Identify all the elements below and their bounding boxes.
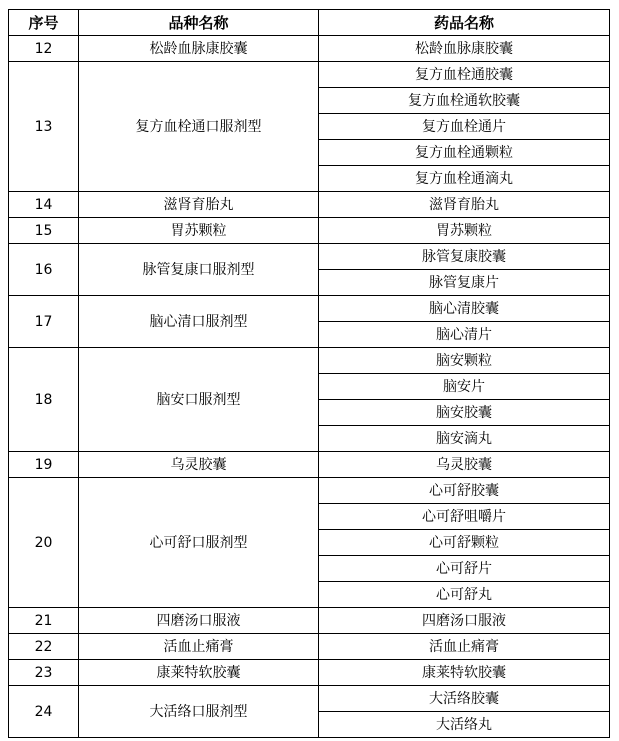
header-number: 序号 bbox=[9, 10, 79, 36]
drug-name-cell: 心可舒颗粒 bbox=[319, 530, 610, 556]
drug-variety-table bbox=[8, 9, 610, 738]
row-number-cell: 16 bbox=[9, 244, 79, 296]
drug-name-cell: 滋肾育胎丸 bbox=[319, 192, 610, 218]
variety-name-cell: 脉管复康口服剂型 bbox=[79, 244, 319, 296]
variety-name-cell: 活血止痛膏 bbox=[79, 634, 319, 660]
drug-name-cell: 心可舒咀嚼片 bbox=[319, 504, 610, 530]
header-row bbox=[9, 10, 610, 36]
drug-name-cell: 脑安胶囊 bbox=[319, 400, 610, 426]
variety-name-cell: 四磨汤口服液 bbox=[79, 608, 319, 634]
drug-name-cell: 康莱特软胶囊 bbox=[319, 660, 610, 686]
variety-name-cell: 康莱特软胶囊 bbox=[79, 660, 319, 686]
table-row bbox=[9, 452, 610, 478]
drug-name-cell: 脑安颗粒 bbox=[319, 348, 610, 374]
row-number-cell: 13 bbox=[9, 62, 79, 192]
table-row bbox=[9, 660, 610, 686]
drug-name-cell: 复方血栓通滴丸 bbox=[319, 166, 610, 192]
row-number-cell: 21 bbox=[9, 608, 79, 634]
header-drug-name: 药品名称 bbox=[319, 10, 610, 36]
row-number-cell: 24 bbox=[9, 686, 79, 738]
table-row bbox=[9, 686, 610, 712]
drug-name-cell: 复方血栓通颗粒 bbox=[319, 140, 610, 166]
drug-name-cell: 脑心清胶囊 bbox=[319, 296, 610, 322]
table-row bbox=[9, 608, 610, 634]
drug-name-cell: 脉管复康胶囊 bbox=[319, 244, 610, 270]
drug-name-cell: 复方血栓通软胶囊 bbox=[319, 88, 610, 114]
drug-name-cell: 脉管复康片 bbox=[319, 270, 610, 296]
drug-name-cell: 心可舒片 bbox=[319, 556, 610, 582]
row-number-cell: 14 bbox=[9, 192, 79, 218]
table-row bbox=[9, 192, 610, 218]
drug-name-cell: 脑心清片 bbox=[319, 322, 610, 348]
table-body bbox=[9, 36, 610, 738]
row-number-cell: 12 bbox=[9, 36, 79, 62]
row-number-cell: 18 bbox=[9, 348, 79, 452]
table-row bbox=[9, 244, 610, 270]
table-wrapper bbox=[8, 9, 610, 738]
table-row bbox=[9, 62, 610, 88]
drug-name-cell: 松龄血脉康胶囊 bbox=[319, 36, 610, 62]
row-number-cell: 19 bbox=[9, 452, 79, 478]
variety-name-cell: 大活络口服剂型 bbox=[79, 686, 319, 738]
drug-name-cell: 大活络丸 bbox=[319, 712, 610, 738]
drug-name-cell: 活血止痛膏 bbox=[319, 634, 610, 660]
variety-name-cell: 复方血栓通口服剂型 bbox=[79, 62, 319, 192]
table-row bbox=[9, 218, 610, 244]
table-row bbox=[9, 296, 610, 322]
table-row bbox=[9, 478, 610, 504]
row-number-cell: 17 bbox=[9, 296, 79, 348]
header-variety-name: 品种名称 bbox=[79, 10, 319, 36]
variety-name-cell: 松龄血脉康胶囊 bbox=[79, 36, 319, 62]
drug-name-cell: 心可舒胶囊 bbox=[319, 478, 610, 504]
table-header bbox=[9, 10, 610, 36]
row-number-cell: 23 bbox=[9, 660, 79, 686]
drug-name-cell: 胃苏颗粒 bbox=[319, 218, 610, 244]
variety-name-cell: 胃苏颗粒 bbox=[79, 218, 319, 244]
row-number-cell: 22 bbox=[9, 634, 79, 660]
table-row bbox=[9, 348, 610, 374]
drug-name-cell: 脑安片 bbox=[319, 374, 610, 400]
drug-name-cell: 大活络胶囊 bbox=[319, 686, 610, 712]
table-row bbox=[9, 634, 610, 660]
drug-name-cell: 心可舒丸 bbox=[319, 582, 610, 608]
drug-name-cell: 乌灵胶囊 bbox=[319, 452, 610, 478]
drug-name-cell: 脑安滴丸 bbox=[319, 426, 610, 452]
table-row bbox=[9, 36, 610, 62]
variety-name-cell: 脑安口服剂型 bbox=[79, 348, 319, 452]
row-number-cell: 20 bbox=[9, 478, 79, 608]
variety-name-cell: 滋肾育胎丸 bbox=[79, 192, 319, 218]
row-number-cell: 15 bbox=[9, 218, 79, 244]
drug-name-cell: 复方血栓通胶囊 bbox=[319, 62, 610, 88]
variety-name-cell: 乌灵胶囊 bbox=[79, 452, 319, 478]
drug-name-cell: 复方血栓通片 bbox=[319, 114, 610, 140]
variety-name-cell: 心可舒口服剂型 bbox=[79, 478, 319, 608]
variety-name-cell: 脑心清口服剂型 bbox=[79, 296, 319, 348]
drug-name-cell: 四磨汤口服液 bbox=[319, 608, 610, 634]
